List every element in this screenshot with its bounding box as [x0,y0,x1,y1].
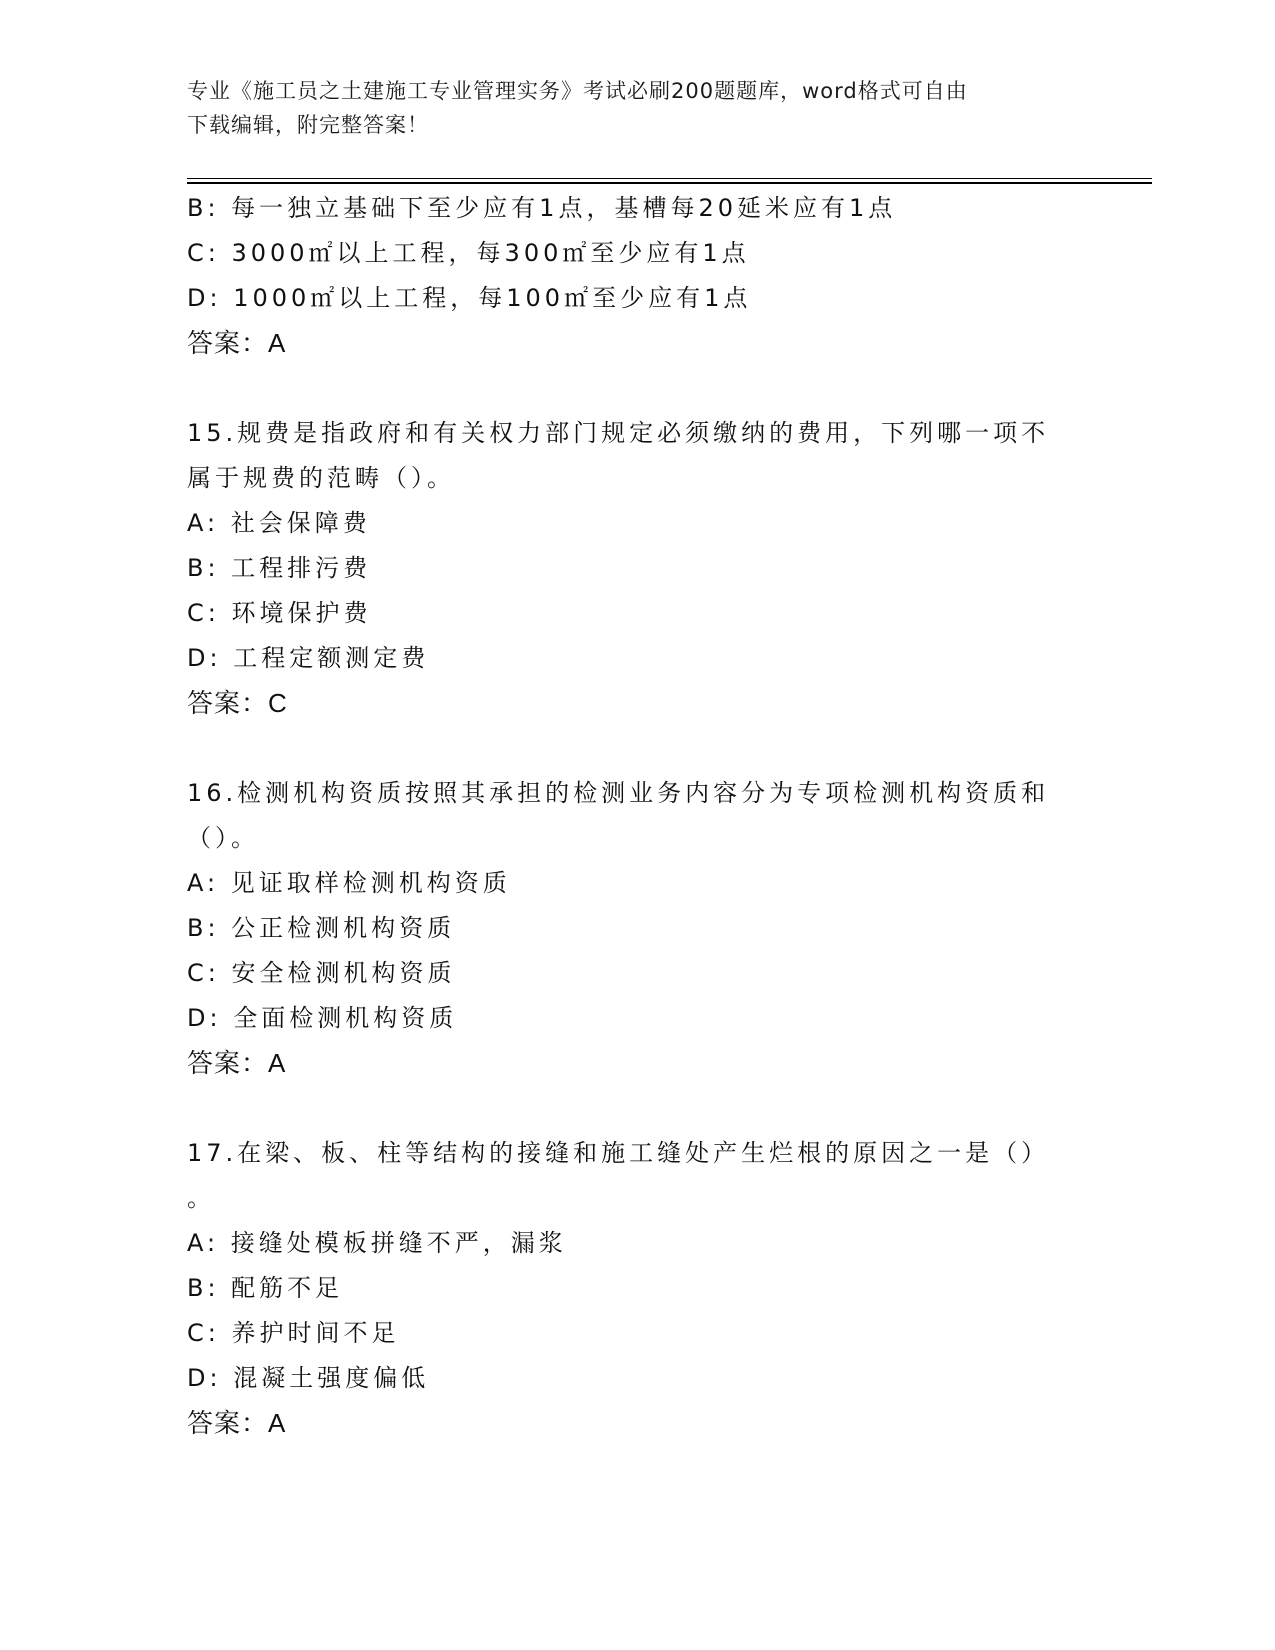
question-stem-line: 15.规费是指政府和有关权力部门规定必须缴纳的费用，下列哪一项不 [187,419,1050,447]
answer-label: 答案：C [187,688,288,718]
option-a: A: 社会保障费 [187,509,371,537]
option-c: C: 3000㎡以上工程，每300㎡至少应有1点 [187,239,750,267]
option-c: C: 安全检测机构资质 [187,959,456,987]
question-stem-line: 17.在梁、板、柱等结构的接缝和施工缝处产生烂根的原因之一是（） [187,1139,1050,1167]
answer-label: 答案：A [187,1408,287,1438]
header-line-1: 专业《施工员之土建施工专业管理实务》考试必刷200题题库，word格式可自由 [187,79,968,103]
option-d: D: 全面检测机构资质 [187,1004,458,1032]
question-stem-line: 属于规费的范畴（）。 [187,464,455,492]
option-d: D: 工程定额测定费 [187,644,430,672]
option-a: A: 见证取样检测机构资质 [187,869,511,897]
option-b: B: 每一独立基础下至少应有1点，基槽每20延米应有1点 [187,194,897,222]
header-line-2: 下载编辑，附完整答案！ [187,113,429,137]
option-b: B: 公正检测机构资质 [187,914,456,942]
option-d: D: 混凝土强度偏低 [187,1364,430,1392]
header-divider-thin [187,178,1152,179]
header-divider-thick [187,182,1152,184]
document-header [187,74,1067,142]
option-d: D: 1000㎡以上工程，每100㎡至少应有1点 [187,284,752,312]
question-stem-line: 16.检测机构资质按照其承担的检测业务内容分为专项检测机构资质和 [187,779,1050,807]
question-stem-line: 。 [187,1184,215,1212]
question-stem-line: （）。 [187,824,259,852]
answer-label: 答案：A [187,328,287,358]
answer-label: 答案：A [187,1048,287,1078]
option-a: A: 接缝处模板拼缝不严，漏浆 [187,1229,567,1257]
option-c: C: 养护时间不足 [187,1319,400,1347]
option-c: C: 环境保护费 [187,599,372,627]
option-b: B: 配筋不足 [187,1274,344,1302]
option-b: B: 工程排污费 [187,554,372,582]
